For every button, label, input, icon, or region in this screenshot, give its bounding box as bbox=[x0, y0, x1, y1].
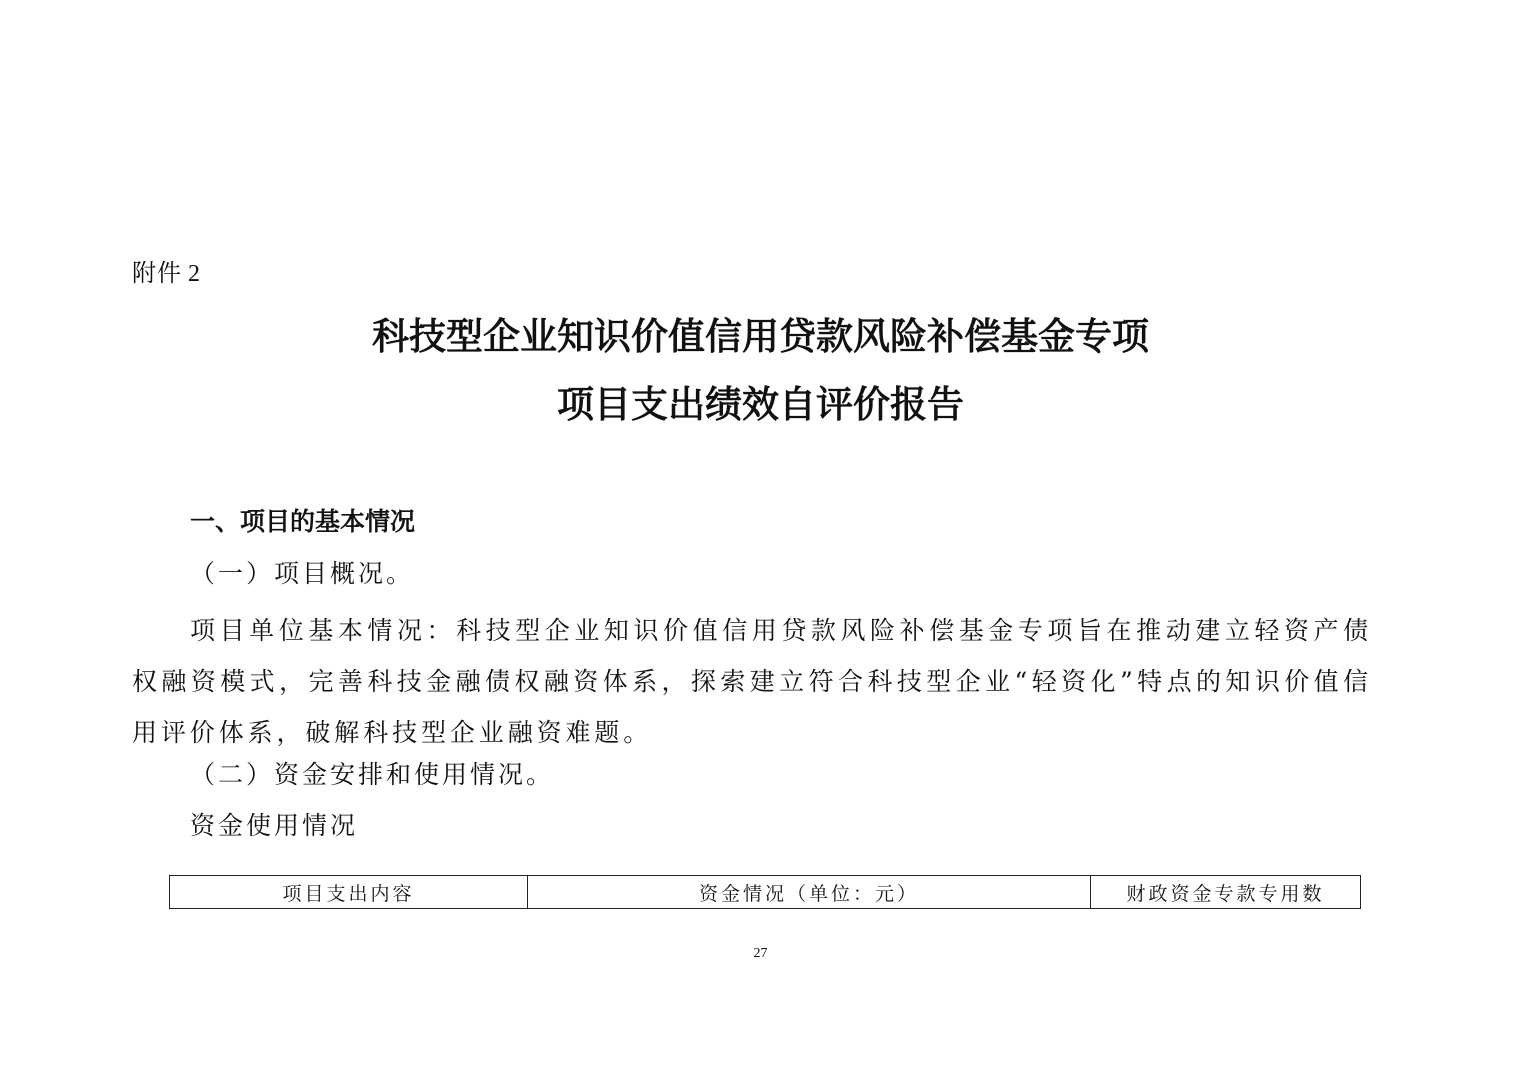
attachment-label bbox=[132, 256, 201, 291]
fund-usage-table bbox=[169, 875, 1361, 909]
section-heading-basic-info: 一、项目的基本情况 bbox=[190, 507, 416, 536]
table-caption: 资金使用情况 bbox=[190, 811, 359, 840]
document-title-line-2: 项目支出绩效自评价报告 bbox=[557, 383, 964, 426]
sub-heading-funding-arrangement: （二）资金安排和使用情况。 bbox=[190, 760, 555, 789]
document-title-line-1: 科技型企业知识价值信用贷款风险补偿基金专项 bbox=[372, 315, 1149, 358]
attachment-label-text: 附件 bbox=[132, 259, 182, 287]
table-header-cell: 项目支出内容 bbox=[170, 876, 528, 909]
table-header-row bbox=[170, 876, 1361, 909]
table-header-cell: 财政资金专款专用数 bbox=[1091, 876, 1361, 909]
attachment-number: 2 bbox=[188, 261, 201, 287]
body-paragraph-unit-info: 项目单位基本情况：科技型企业知识价值信用贷款风险补偿基金专项旨在推动建立轻资产债权融资模式，完善科技金融债权融资体系，探索建立符合科技型企业“轻资化”特点的知识价值信用评价体系，破解科技型企业融资难题。 bbox=[132, 616, 1372, 747]
page-number: 27 bbox=[753, 946, 768, 961]
sub-heading-project-overview: （一）项目概况。 bbox=[190, 559, 415, 588]
table-header-cell: 资金情况（单位：元） bbox=[528, 876, 1091, 909]
